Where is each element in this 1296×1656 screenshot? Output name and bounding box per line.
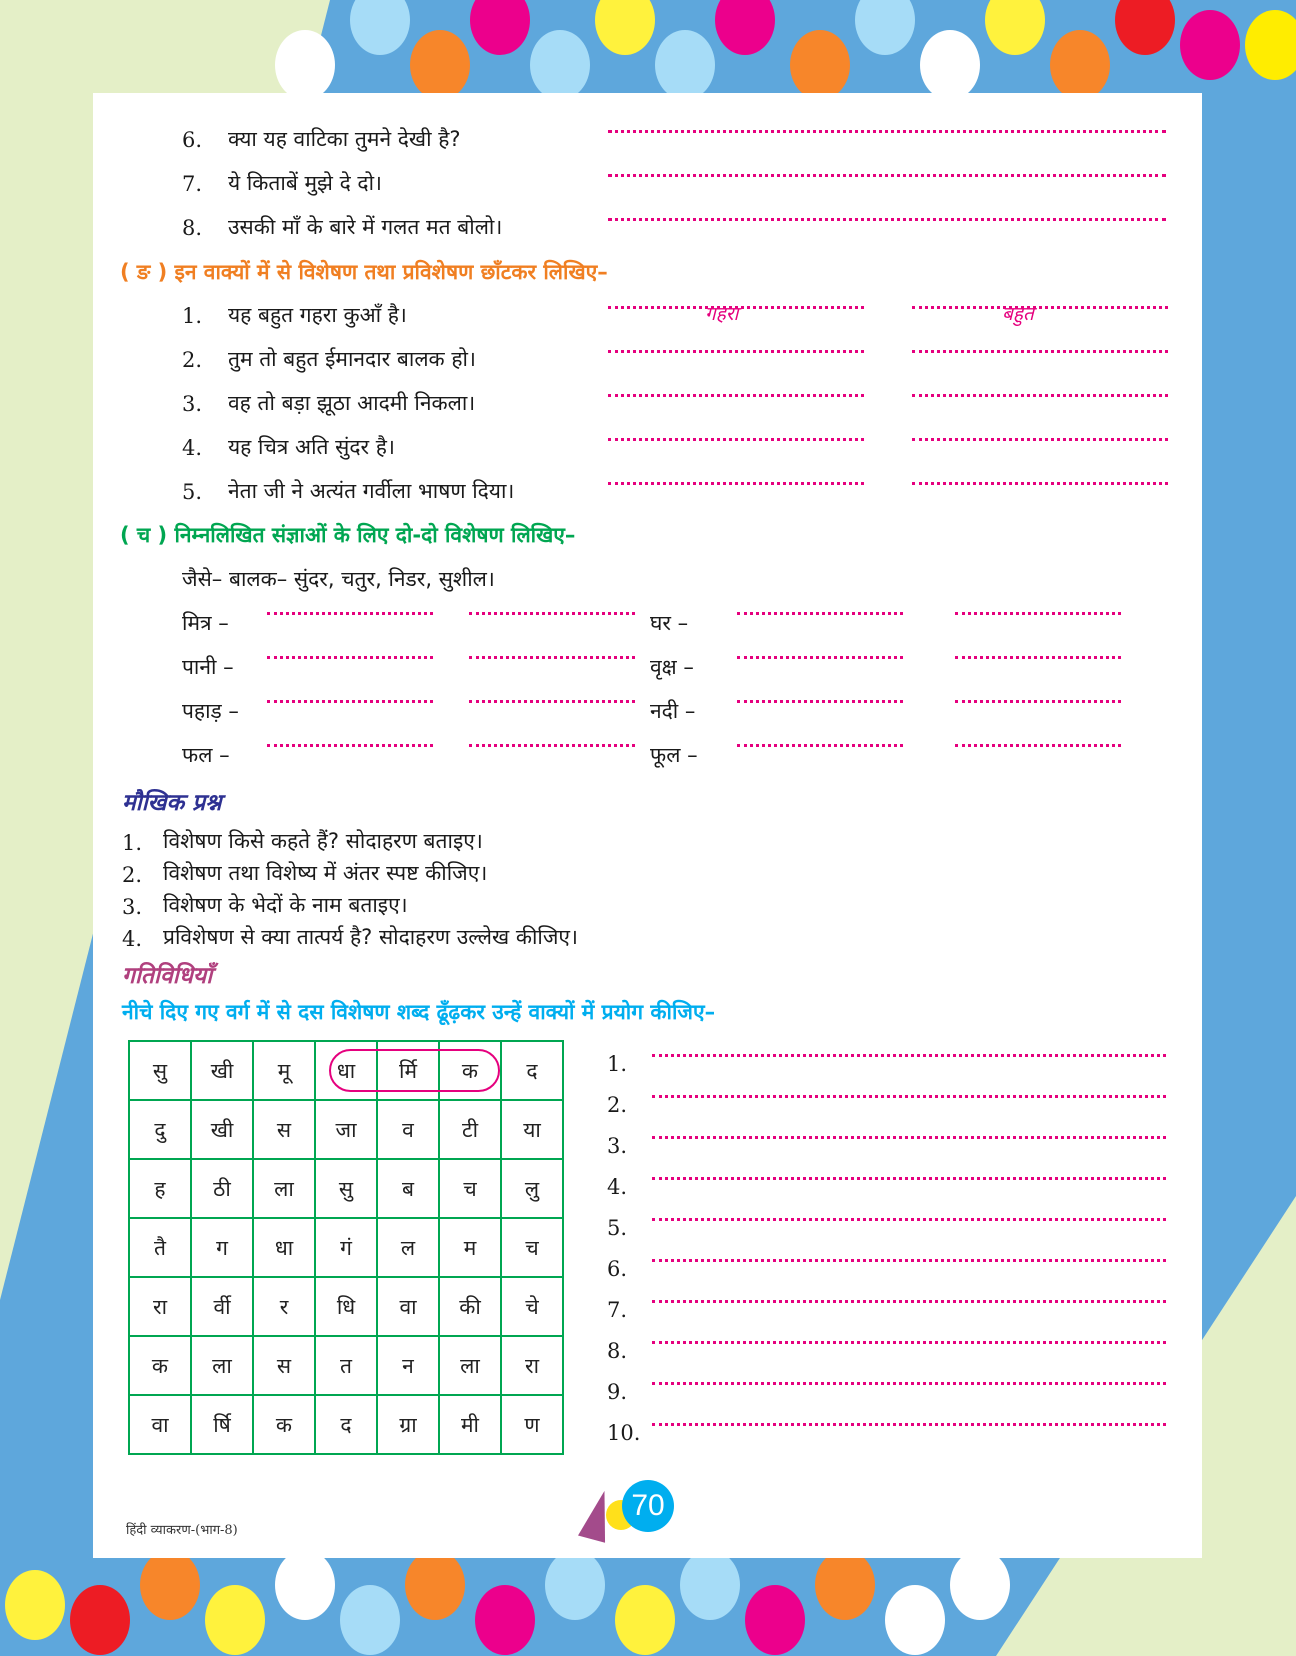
sentence: तुम तो बहुत ईमानदार बालक हो। <box>228 347 476 371</box>
noun-label: फल – <box>182 743 230 767</box>
noun-label: फूल – <box>650 743 698 767</box>
line-number: 1. <box>607 1052 628 1076</box>
grid-cell[interactable]: र <box>253 1277 315 1336</box>
answer-line[interactable] <box>955 656 1121 659</box>
grid-cell[interactable]: त <box>315 1336 377 1395</box>
grid-cell[interactable]: ला <box>253 1159 315 1218</box>
grid-cell[interactable]: या <box>501 1100 563 1159</box>
book-title: हिंदी व्याकरण-(भाग-8) <box>126 1523 238 1538</box>
grid-cell[interactable]: गं <box>315 1218 377 1277</box>
line-number: 5. <box>607 1216 628 1240</box>
grid-cell[interactable]: क <box>439 1041 501 1100</box>
grid-cell[interactable]: ण <box>501 1395 563 1454</box>
line-number: 9. <box>607 1380 628 1404</box>
section-f-example: जैसे– बालक– सुंदर, चतुर, निडर, सुशील। <box>182 567 495 591</box>
item-number: 4. <box>182 436 203 460</box>
activities-heading: गतिविधियाँ <box>122 963 213 989</box>
grid-cell[interactable]: म <box>439 1218 501 1277</box>
question: विशेषण तथा विशेष्य में अंतर स्पष्ट कीजिए। <box>163 861 488 885</box>
intensifier-answer-line[interactable] <box>912 306 1168 309</box>
line-number: 7. <box>607 1298 628 1322</box>
sentence-line[interactable] <box>652 1095 1166 1098</box>
grid-cell[interactable]: तै <box>129 1218 191 1277</box>
grid-cell[interactable]: टी <box>439 1100 501 1159</box>
grid-cell[interactable]: वा <box>377 1277 439 1336</box>
line-number: 3. <box>607 1134 628 1158</box>
answer-line[interactable] <box>737 656 903 659</box>
item-number: 4. <box>122 927 143 951</box>
answer-line[interactable] <box>267 700 433 703</box>
grid-cell[interactable]: मू <box>253 1041 315 1100</box>
question: विशेषण के भेदों के नाम बताइए। <box>163 893 408 917</box>
answer-line[interactable] <box>737 700 903 703</box>
found-word-highlight <box>329 1049 500 1092</box>
line-number: 2. <box>607 1093 628 1117</box>
sentence: यह बहुत गहरा कुआँ है। <box>228 303 407 327</box>
grid-cell[interactable]: स <box>253 1336 315 1395</box>
intensifier-answer-line[interactable] <box>912 482 1168 485</box>
answer-line[interactable] <box>955 700 1121 703</box>
grid-cell[interactable]: सु <box>129 1041 191 1100</box>
sentence: नेता जी ने अत्यंत गर्वीला भाषण दिया। <box>228 479 515 503</box>
section-f-heading: ( च ) निम्नलिखित संज्ञाओं के लिए दो-दो विशेषण लिखिए– <box>120 523 576 547</box>
adjective-answer-line[interactable] <box>608 482 864 485</box>
grid-cell[interactable]: चे <box>501 1277 563 1336</box>
item-number: 1. <box>122 831 143 855</box>
grid-cell[interactable]: ला <box>191 1336 253 1395</box>
grid-cell[interactable]: खी <box>191 1100 253 1159</box>
adjective-answer-line[interactable] <box>608 438 864 441</box>
sentence: ये किताबें मुझे दे दो। <box>228 171 382 195</box>
item-number: 5. <box>182 480 203 504</box>
section-e-heading: ( ङ ) इन वाक्यों में से विशेषण तथा प्रविशेषण छाँटकर लिखिए– <box>120 260 608 284</box>
grid-cell[interactable]: ब <box>377 1159 439 1218</box>
answer-line[interactable] <box>608 174 1166 177</box>
intensifier-answer-line[interactable] <box>912 394 1168 397</box>
noun-label: घर – <box>650 611 689 635</box>
noun-label: मित्र – <box>182 611 229 635</box>
grid-cell[interactable]: ग <box>191 1218 253 1277</box>
sentence-line[interactable] <box>652 1054 1166 1057</box>
grid-cell[interactable]: र्मि <box>377 1041 439 1100</box>
answer-line[interactable] <box>267 656 433 659</box>
item-number: 8. <box>182 216 203 240</box>
sentence: क्या यह वाटिका तुमने देखी है? <box>228 127 461 151</box>
answer-line[interactable] <box>267 612 433 615</box>
page-number: 70 <box>622 1480 674 1532</box>
grid-cell[interactable]: दु <box>129 1100 191 1159</box>
answer-line[interactable] <box>469 612 635 615</box>
sentence-line[interactable] <box>652 1259 1166 1262</box>
sentence: यह चित्र अति सुंदर है। <box>228 435 395 459</box>
item-number: 2. <box>182 348 203 372</box>
oral-questions-heading: मौखिक प्रश्न <box>122 790 222 816</box>
grid-cell[interactable]: क <box>253 1395 315 1454</box>
sentence-line[interactable] <box>652 1136 1166 1139</box>
answer-line[interactable] <box>608 218 1166 221</box>
grid-cell[interactable]: ठी <box>191 1159 253 1218</box>
grid-cell[interactable]: च <box>501 1218 563 1277</box>
question: विशेषण किसे कहते हैं? सोदाहरण बताइए। <box>163 829 483 853</box>
intensifier-answer-line[interactable] <box>912 350 1168 353</box>
adjective-answer-line[interactable] <box>608 394 864 397</box>
line-number: 6. <box>607 1257 628 1281</box>
grid-cell[interactable]: मी <box>439 1395 501 1454</box>
activities-instruction: नीचे दिए गए वर्ग में से दस विशेषण शब्द ढूँढ़कर उन्हें वाक्यों में प्रयोग कीजिए– <box>122 1000 716 1024</box>
noun-label: नदी – <box>650 699 696 723</box>
answer-line[interactable] <box>469 656 635 659</box>
sentence: वह तो बड़ा झूठा आदमी निकला। <box>228 391 476 415</box>
answer-line[interactable] <box>267 744 433 747</box>
grid-cell[interactable]: धा <box>253 1218 315 1277</box>
sentence-line[interactable] <box>652 1177 1166 1180</box>
item-number: 1. <box>182 304 203 328</box>
sentence-line[interactable] <box>652 1341 1166 1344</box>
grid-cell[interactable]: सु <box>315 1159 377 1218</box>
answer-line[interactable] <box>955 612 1121 615</box>
grid-cell[interactable]: क <box>129 1336 191 1395</box>
grid-cell[interactable]: स <box>253 1100 315 1159</box>
word-search-grid <box>128 1040 564 1455</box>
item-number: 6. <box>182 128 203 152</box>
intensifier-answer-line[interactable] <box>912 438 1168 441</box>
answer-line[interactable] <box>737 744 903 747</box>
grid-cell[interactable]: वा <box>129 1395 191 1454</box>
grid-cell[interactable]: की <box>439 1277 501 1336</box>
line-number: 8. <box>607 1339 628 1363</box>
grid-cell[interactable]: र्षि <box>191 1395 253 1454</box>
question: प्रविशेषण से क्या तात्पर्य है? सोदाहरण उल्लेख कीजिए। <box>163 925 578 949</box>
answer-line[interactable] <box>608 130 1166 133</box>
grid-cell[interactable]: ह <box>129 1159 191 1218</box>
sentence-line[interactable] <box>652 1382 1166 1385</box>
grid-cell[interactable]: खी <box>191 1041 253 1100</box>
noun-label: वृक्ष – <box>650 655 694 679</box>
adjective-answer: गहरा <box>705 303 739 325</box>
noun-label: पहाड़ – <box>182 699 239 723</box>
item-number: 3. <box>122 895 143 919</box>
grid-cell[interactable]: ल <box>377 1218 439 1277</box>
item-number: 3. <box>182 392 203 416</box>
grid-cell[interactable]: ला <box>439 1336 501 1395</box>
grid-cell[interactable]: लु <box>501 1159 563 1218</box>
sentence-line[interactable] <box>652 1218 1166 1221</box>
noun-label: पानी – <box>182 655 234 679</box>
grid-cell[interactable]: च <box>439 1159 501 1218</box>
answer-line[interactable] <box>469 744 635 747</box>
line-number: 4. <box>607 1175 628 1199</box>
grid-cell[interactable]: ग्रा <box>377 1395 439 1454</box>
grid-cell[interactable]: द <box>501 1041 563 1100</box>
grid-cell[interactable]: रा <box>129 1277 191 1336</box>
answer-line[interactable] <box>737 612 903 615</box>
intensifier-answer: बहुत <box>1002 303 1034 325</box>
grid-cell[interactable]: व <box>377 1100 439 1159</box>
line-number: 10. <box>607 1421 641 1445</box>
item-number: 7. <box>182 172 203 196</box>
sentence-line[interactable] <box>652 1423 1166 1426</box>
grid-cell[interactable]: धा <box>315 1041 377 1100</box>
sentence-line[interactable] <box>652 1300 1166 1303</box>
adjective-answer-line[interactable] <box>608 350 864 353</box>
item-number: 2. <box>122 863 143 887</box>
grid-cell[interactable]: र्वी <box>191 1277 253 1336</box>
answer-line[interactable] <box>469 700 635 703</box>
grid-cell[interactable]: जा <box>315 1100 377 1159</box>
sentence: उसकी माँ के बारे में गलत मत बोलो। <box>228 215 503 239</box>
grid-cell[interactable]: धि <box>315 1277 377 1336</box>
answer-line[interactable] <box>955 744 1121 747</box>
grid-cell[interactable]: रा <box>501 1336 563 1395</box>
grid-cell[interactable]: द <box>315 1395 377 1454</box>
grid-cell[interactable]: न <box>377 1336 439 1395</box>
